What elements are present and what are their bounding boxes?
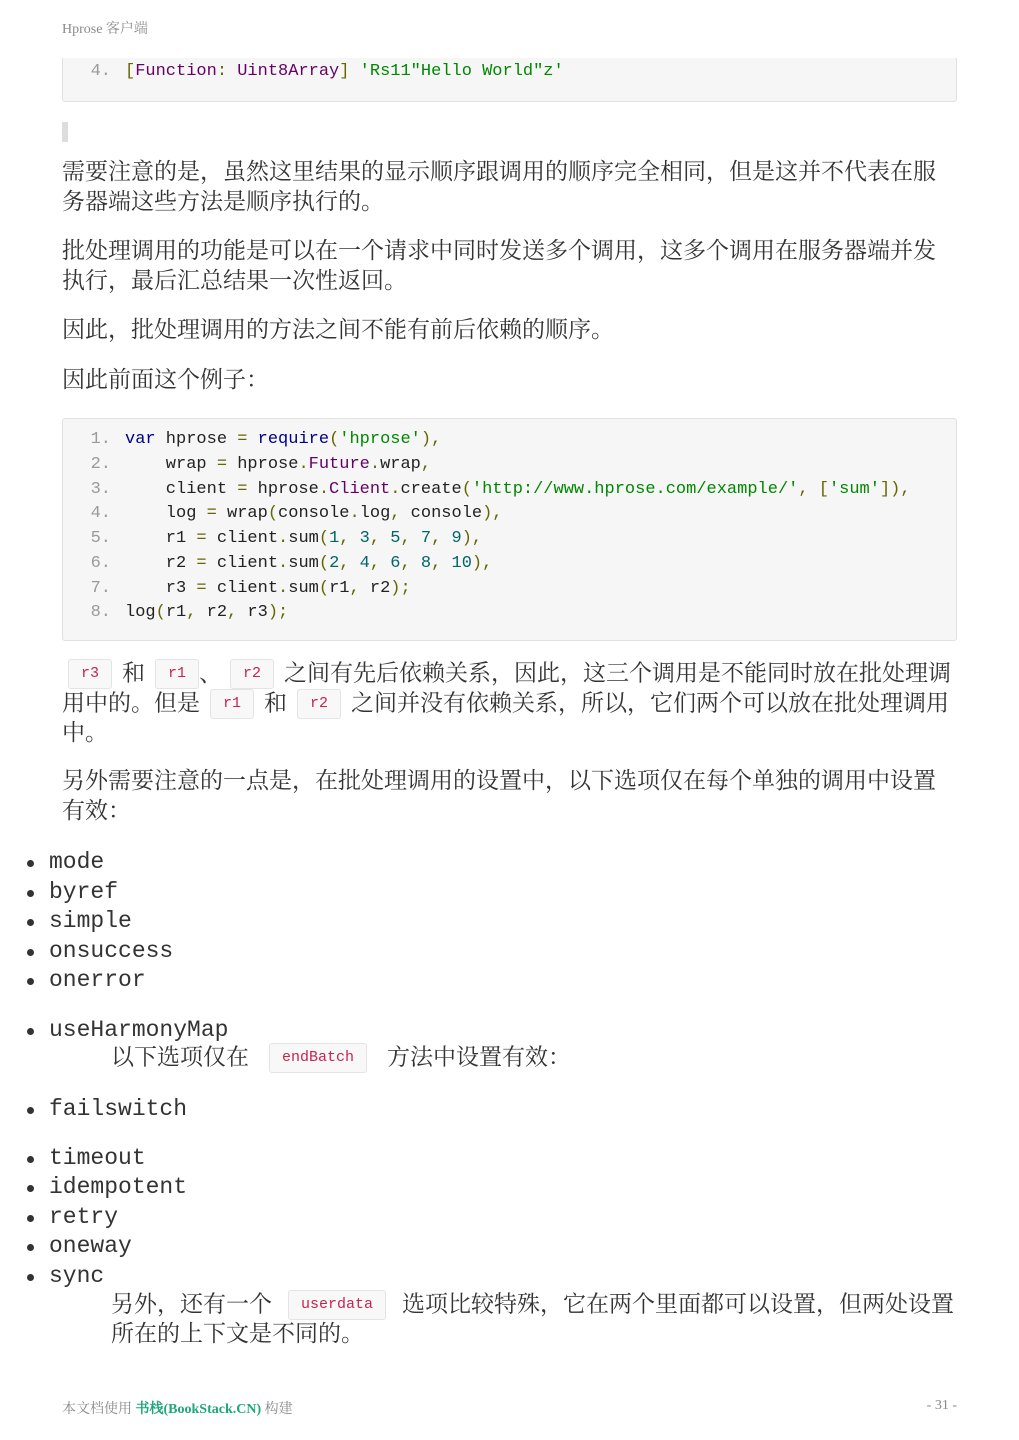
list-item: onsuccess: [0, 936, 895, 966]
list-item: useHarmonyMap: [0, 1015, 895, 1045]
code-line: [63, 453, 956, 478]
code-line: [63, 58, 956, 86]
inline-code-r2-second: r2: [297, 689, 341, 719]
line-number: 8.: [90, 603, 111, 623]
code-token: [247, 430, 257, 449]
code-block-example: [62, 418, 957, 641]
inline-code-userdata: userdata: [288, 1290, 386, 1320]
code-token: (: [329, 430, 340, 449]
code-token: wrap: [125, 454, 217, 474]
list-item: idempotent: [0, 1172, 895, 1202]
code-token: Function: [135, 62, 217, 81]
code-token: r3: [125, 578, 197, 598]
code-line: [63, 577, 956, 602]
code-token: =: [196, 578, 207, 598]
code-token: (: [461, 479, 472, 499]
line-number: 2.: [90, 454, 111, 474]
paragraph-dependency: [62, 659, 957, 749]
page-header: Hprose 客户端: [62, 22, 148, 37]
text-and-second: 和: [264, 690, 288, 717]
code-token: [: [125, 62, 136, 81]
code-token: ,: [420, 454, 432, 474]
code-token: ,: [400, 553, 421, 573]
code-token: =: [196, 553, 207, 573]
list-item: failswitch: [0, 1094, 895, 1124]
line-number: 3.: [90, 479, 111, 499]
code-text: [125, 601, 288, 626]
code-line: [63, 428, 956, 453]
code-token: Client: [329, 479, 391, 499]
code-token: 1: [329, 529, 340, 548]
code-token: hprose: [247, 479, 319, 499]
list-item: sync: [0, 1261, 895, 1291]
code-token: , [: [798, 479, 829, 499]
code-token: ),: [471, 553, 493, 573]
code-token: r3: [237, 603, 268, 623]
code-block-top: [62, 58, 957, 102]
code-token: 9: [451, 529, 462, 548]
code-token: ,: [369, 529, 391, 548]
code-token: ]: [339, 62, 360, 81]
line-number: 4.: [90, 62, 111, 81]
code-text: [125, 502, 503, 527]
paragraph-order-note: 需要注意的是，虽然这里结果的显示顺序跟调用的顺序完全相同，但是这并不代表在服务器端这些方法是顺序执行的。: [62, 159, 936, 215]
code-line: [63, 552, 956, 577]
code-token: 4: [359, 553, 370, 573]
code-text: [125, 577, 411, 602]
code-token: log: [359, 504, 391, 524]
code-token: (: [267, 504, 279, 524]
code-line: [63, 527, 956, 552]
line-number: 4.: [90, 504, 111, 524]
code-token: sum: [288, 553, 319, 573]
code-token: console: [278, 504, 350, 524]
code-token: ,: [431, 553, 452, 573]
code-token: ,: [400, 529, 421, 548]
footer-brand-link[interactable]: 书栈(BookStack.CN): [135, 1402, 262, 1417]
code-token: .: [349, 504, 360, 524]
page-footer: [62, 1398, 293, 1418]
code-token: Uint8Array: [237, 62, 340, 81]
code-token: 10: [451, 553, 472, 573]
code-line: [63, 601, 956, 626]
code-token: (: [155, 603, 166, 623]
code-token: log: [125, 504, 207, 524]
code-token: 3: [359, 529, 370, 548]
list-item: timeout: [0, 1143, 895, 1173]
note-end-batch: [111, 1043, 957, 1073]
code-token: r2: [196, 603, 228, 623]
page-number: - 31 -: [926, 1398, 957, 1413]
code-token: require: [257, 430, 330, 449]
code-token: =: [237, 430, 248, 449]
code-token: client: [206, 578, 279, 598]
code-token: );: [390, 578, 411, 598]
inline-code-r3: r3: [68, 659, 112, 689]
code-token: 'sum': [828, 479, 880, 499]
code-token: hprose: [155, 430, 238, 449]
code-token: client: [206, 553, 279, 573]
code-token: .: [390, 479, 401, 499]
paragraph-no-dependency: 因此，批处理调用的方法之间不能有前后依赖的顺序。: [62, 317, 614, 343]
code-token: ,: [349, 578, 360, 598]
inline-code-endbatch: endBatch: [269, 1043, 367, 1073]
code-token: 5: [390, 529, 401, 548]
paragraph-settings-note: 另外需要注意的一点是，在批处理调用的设置中，以下选项仅在每个单独的调用中设置有效：: [62, 768, 936, 824]
code-token: r1: [165, 603, 187, 623]
footer-suffix: 构建: [264, 1402, 293, 1417]
list-item: simple: [0, 906, 895, 936]
inline-code-r1: r1: [155, 659, 199, 689]
code-token: 'Rs11"Hello World"z': [359, 62, 564, 81]
code-token: log: [125, 603, 156, 623]
line-number: 7.: [90, 578, 111, 598]
text-dependency-2: 之间并没有依赖关系，所以，它们两个可以放在批处理调用中。: [62, 690, 950, 746]
list-item: oneway: [0, 1231, 895, 1261]
code-token: =: [237, 479, 248, 499]
code-token: .: [278, 553, 289, 573]
code-token: var: [125, 430, 156, 449]
list-item: retry: [0, 1202, 895, 1232]
code-token: sum: [288, 578, 319, 598]
code-token: (: [318, 529, 330, 548]
code-line: [63, 502, 956, 527]
code-token: r1: [329, 578, 350, 598]
code-token: client: [125, 479, 238, 499]
code-token: r1: [125, 529, 197, 548]
code-token: wrap: [380, 454, 421, 474]
line-number: 1.: [90, 430, 111, 449]
code-token: 'hprose': [339, 430, 421, 449]
code-token: hprose: [227, 454, 299, 474]
code-token: client: [206, 529, 279, 548]
note-userdata-before: 另外，还有一个: [111, 1291, 272, 1318]
code-text: [125, 478, 911, 503]
code-token: ]),: [879, 479, 911, 499]
code-token: 8: [420, 553, 432, 573]
code-token: console: [400, 504, 483, 524]
code-token: ),: [482, 504, 503, 524]
code-token: ,: [339, 529, 360, 548]
footer-prefix: 本文档使用: [62, 1402, 132, 1417]
code-token: .: [278, 529, 289, 548]
code-token: =: [216, 454, 228, 474]
code-token: sum: [288, 529, 319, 548]
note-end-batch-after: 方法中设置有效：: [387, 1044, 572, 1071]
code-text: [125, 58, 564, 86]
code-token: .: [298, 454, 309, 474]
code-token: (: [318, 553, 330, 573]
code-token: create: [400, 479, 462, 499]
code-token: ,: [369, 553, 391, 573]
code-token: .: [318, 479, 330, 499]
code-token: ,: [339, 553, 360, 573]
code-token: =: [196, 529, 207, 548]
code-token: (: [318, 578, 330, 598]
paragraph-batch-feature: 批处理调用的功能是可以在一个请求中同时发送多个调用，这多个调用在服务器端并发执行，最后汇总结果一次性返回。: [62, 238, 936, 294]
code-token: 'http://www.hprose.com/example/': [471, 479, 799, 499]
text-and: 和: [122, 660, 146, 687]
code-line: [63, 478, 956, 503]
code-token: ,: [431, 529, 452, 548]
code-token: =: [206, 504, 217, 524]
code-token: ,: [390, 504, 401, 524]
inline-code-r1-second: r1: [210, 689, 254, 719]
code-text: [125, 428, 441, 453]
note-end-batch-before: 以下选项仅在: [111, 1044, 249, 1071]
blockquote-bar: [62, 122, 68, 142]
code-token: ),: [461, 529, 483, 548]
code-token: :: [216, 62, 238, 81]
list-item: mode: [0, 847, 895, 877]
code-token: Future: [308, 454, 370, 474]
code-token: ,: [227, 603, 238, 623]
code-token: .: [369, 454, 381, 474]
note-userdata-after: 选项比较特殊，它在两个里面都可以设置，但两处设置所在的上下文是不同的。: [111, 1291, 955, 1347]
code-token: 7: [420, 529, 432, 548]
paragraph-example-intro: 因此前面这个例子：: [62, 367, 269, 393]
code-token: 6: [390, 553, 401, 573]
code-token: );: [267, 603, 289, 623]
list-item: onerror: [0, 965, 895, 995]
code-token: wrap: [216, 504, 268, 524]
code-token: ,: [186, 603, 197, 623]
inline-code-r2: r2: [230, 659, 274, 689]
code-text: [125, 453, 431, 478]
code-text: [125, 552, 492, 577]
text-separator: 、: [199, 660, 223, 687]
note-userdata: [111, 1290, 957, 1349]
code-token: 2: [329, 553, 340, 573]
code-text: [125, 527, 482, 552]
code-token: r2: [125, 553, 197, 573]
code-token: r2: [359, 578, 391, 598]
line-number: 5.: [90, 529, 111, 548]
text-dependency-1: 之间有先后依赖关系，因此，这三个调用是不能同时放在批处理调用中的。但是: [62, 660, 952, 717]
code-token: ),: [420, 430, 442, 449]
list-item: byref: [0, 877, 895, 907]
code-token: .: [278, 578, 289, 598]
line-number: 6.: [90, 553, 111, 573]
